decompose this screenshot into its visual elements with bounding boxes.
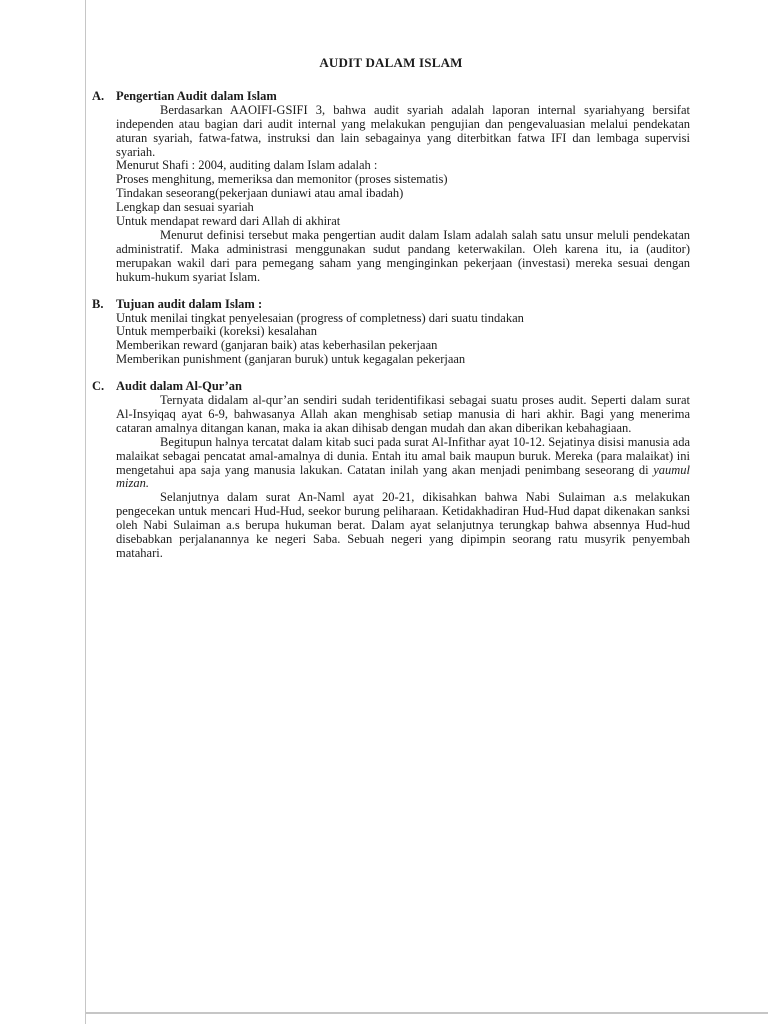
paragraph: Selanjutnya dalam surat An-Naml ayat 20-21, dikisahkan bahwa Nabi Sulaiman a.s melakukan pengecekan untuk mencari Hud-Hud, seekor burung peliharaan. Ketidakhadiran Hud-Hud dapat dikenakan sanksi oleh Nabi Sulaiman a.s berupa hukuman berat. Dalam ayat selanjutnya terungkap bahwa absennya Hud-hud disebabkan perjalanannya ke negeri Saba. Sebuah negeri yang dipimpin seorang ratu musyrik penyembah matahari. xyxy=(116,490,690,560)
section-label: A. xyxy=(92,88,105,103)
section-alquran xyxy=(92,380,690,561)
section-tujuan xyxy=(92,298,690,368)
paragraph: Menurut definisi tersebut maka pengertian audit dalam Islam adalah salah satu unsur meluli pendekatan administratif. Maka administrasi menggunakan sudut pandang keterwakilan. Oleh karena itu, ia (auditor) merupakan wakil dari para pemegang saham yang menginginkan pekerjaan (investasi) mereka sesuai dengan hukum-hukum syariat Islam. xyxy=(116,227,690,284)
section-label: C. xyxy=(92,379,105,394)
list-line: Tindakan seseorang(pekerjaan duniawi atau amal ibadah) xyxy=(116,186,404,201)
section-body xyxy=(92,394,690,561)
paragraph xyxy=(116,436,690,492)
section-heading-row xyxy=(92,90,690,104)
page-edge-bottom xyxy=(85,1012,768,1014)
document-title: AUDIT DALAM ISLAM xyxy=(319,55,463,70)
paragraph: Berdasarkan AAOIFI-GSIFI 3, bahwa audit syariah adalah laporan internal syariahyang bersifat independen atau bagian dari audit internal yang melakukan pengujian dan pengevaluasian melalui pendekatan aturan syariah, fatwa-fatwa, instruksi dan lain sebagainya yang diterbitkan fatwa IFI dan lembaga supervisi syariah. xyxy=(116,102,690,159)
section-heading: Audit dalam Al-Qur’an xyxy=(116,379,242,394)
paragraph-text: Begitupun halnya tercatat dalam kitab suci pada surat Al-Infithar ayat 10-12. Sejatinya disisi manusia ada malaikat sebagai pencatat amal-amalnya di dunia. Entah itu amal baik maupun buruk. Mereka (para malaikat) ini mengetahui apa saja yang manusia lakukan. Catatan inilah yang akan menjadi penimbang seseorang di xyxy=(116,434,690,477)
section-body xyxy=(92,312,690,368)
section-pengertian xyxy=(92,90,690,285)
section-heading-row xyxy=(92,298,690,312)
paragraph: Menurut Shafi : 2004, auditing dalam Islam adalah : xyxy=(116,158,378,173)
section-heading: Pengertian Audit dalam Islam xyxy=(116,88,277,103)
section-heading: Tujuan audit dalam Islam : xyxy=(116,296,263,311)
paragraph: Ternyata didalam al-qur’an sendiri sudah teridentifikasi sebagai suatu proses audit. Seperti dalam surat Al-Insyiqaq ayat 6-9, bahwasanya Allah akan menghisab setiap manusia di hari akhir. Bagi yang menerima cataran amalnya ditangan kanan, maka ia akan dihisab dengan mudah dan akan diberikan kebahagiaan. xyxy=(116,393,690,435)
section-heading-row xyxy=(92,380,690,394)
list-line: Proses menghitung, memeriksa dan memonitor (proses sistematis) xyxy=(116,172,448,187)
page-edge-left xyxy=(85,0,86,1024)
list-line: Memberikan reward (ganjaran baik) atas keberhasilan pekerjaan xyxy=(116,338,438,353)
list-line: Memberikan punishment (ganjaran buruk) untuk kegagalan pekerjaan xyxy=(116,352,466,367)
section-body xyxy=(92,104,690,285)
paragraph-italic-term: yaumul mizan. xyxy=(116,462,690,491)
list-line: Untuk mendapat reward dari Allah di akhirat xyxy=(116,214,341,229)
list-line: Untuk menilai tingkat penyelesaian (progress of completness) dari suatu tindakan xyxy=(116,310,524,325)
list-line: Untuk memperbaiki (koreksi) kesalahan xyxy=(116,324,317,339)
list-line: Lengkap dan sesuai syariah xyxy=(116,200,254,215)
section-label: B. xyxy=(92,296,104,311)
document-content xyxy=(92,56,690,574)
